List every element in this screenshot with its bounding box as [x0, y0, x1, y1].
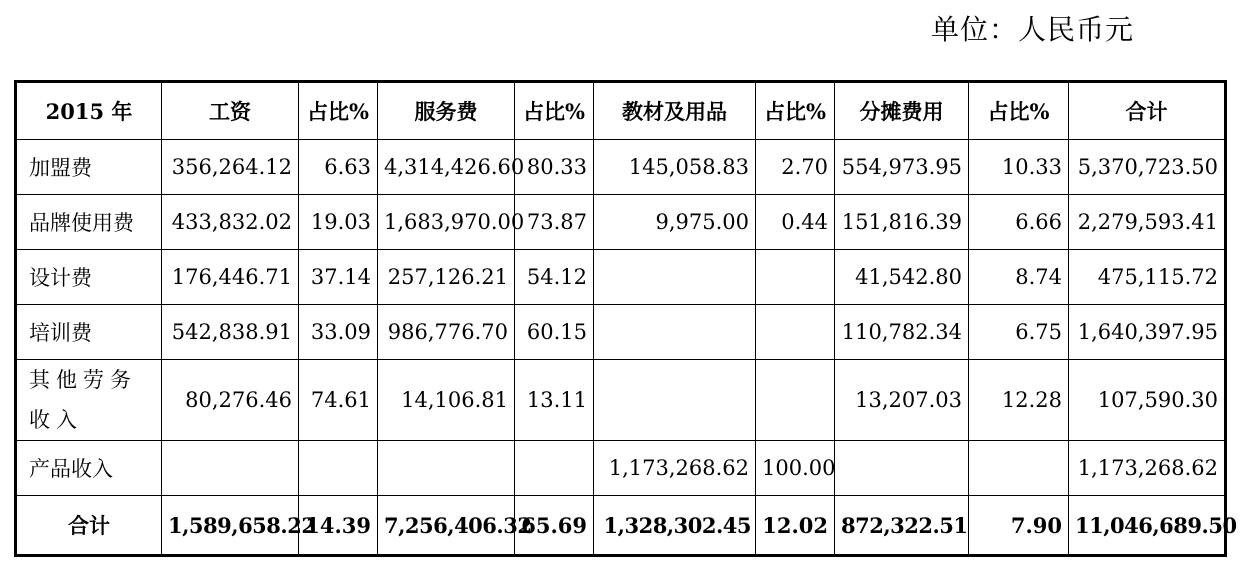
table-cell: 6.75 [969, 305, 1069, 360]
unit-label: 单位：人民币元 [930, 13, 1134, 46]
table-cell: 74.61 [299, 360, 378, 441]
table-cell: 2,279,593.41 [1069, 195, 1226, 250]
table-cell: 1,683,970.00 [378, 195, 515, 250]
table-cell: 433,832.02 [162, 195, 299, 250]
table-cell: 9,975.00 [594, 195, 756, 250]
total-cell: 872,322.51 [835, 496, 969, 556]
table-cell: 37.14 [299, 250, 378, 305]
total-cell: 1,589,658.22 [162, 496, 299, 556]
header-total: 合计 [1069, 82, 1226, 140]
table-cell: 10.33 [969, 140, 1069, 195]
table-cell [299, 441, 378, 496]
table-cell: 80.33 [515, 140, 594, 195]
table-cell: 151,816.39 [835, 195, 969, 250]
header-salary: 工资 [162, 82, 299, 140]
table-cell: 6.66 [969, 195, 1069, 250]
total-cell: 12.02 [756, 496, 835, 556]
header-row [16, 82, 1226, 140]
table-row [16, 360, 1226, 441]
table-cell: 5,370,723.50 [1069, 140, 1226, 195]
table-cell: 13,207.03 [835, 360, 969, 441]
table-cell [594, 360, 756, 441]
table-cell: 554,973.95 [835, 140, 969, 195]
table-cell [835, 441, 969, 496]
table-cell [969, 441, 1069, 496]
table-cell [378, 441, 515, 496]
table-cell: 54.12 [515, 250, 594, 305]
row-label: 其他劳务收入 [16, 360, 162, 441]
header-service-pct: 占比% [515, 82, 594, 140]
table-cell: 13.11 [515, 360, 594, 441]
header-allocated: 分摊费用 [835, 82, 969, 140]
table-cell: 107,590.30 [1069, 360, 1226, 441]
table-cell: 2.70 [756, 140, 835, 195]
total-cell: 7,256,406.32 [378, 496, 515, 556]
table-cell: 1,173,268.62 [594, 441, 756, 496]
table-cell: 475,115.72 [1069, 250, 1226, 305]
table-cell [594, 305, 756, 360]
table-row [16, 305, 1226, 360]
row-label: 培训费 [16, 305, 162, 360]
total-label: 合计 [16, 496, 162, 556]
total-cell: 14.39 [299, 496, 378, 556]
table-cell: 1,640,397.95 [1069, 305, 1226, 360]
header-materials: 教材及用品 [594, 82, 756, 140]
table-cell: 6.63 [299, 140, 378, 195]
table-cell: 986,776.70 [378, 305, 515, 360]
table-row [16, 441, 1226, 496]
row-label: 设计费 [16, 250, 162, 305]
row-label: 品牌使用费 [16, 195, 162, 250]
header-materials-pct: 占比% [756, 82, 835, 140]
total-cell: 11,046,689.50 [1069, 496, 1226, 556]
table-cell: 73.87 [515, 195, 594, 250]
header-year: 2015 年 [16, 82, 162, 140]
table-cell: 110,782.34 [835, 305, 969, 360]
table-cell: 1,173,268.62 [1069, 441, 1226, 496]
table-cell: 80,276.46 [162, 360, 299, 441]
table-row [16, 250, 1226, 305]
row-label: 产品收入 [16, 441, 162, 496]
table-cell: 60.15 [515, 305, 594, 360]
table-cell: 356,264.12 [162, 140, 299, 195]
table-cell: 176,446.71 [162, 250, 299, 305]
table-cell: 12.28 [969, 360, 1069, 441]
table-cell: 8.74 [969, 250, 1069, 305]
table-cell [594, 250, 756, 305]
table-cell [756, 250, 835, 305]
table-cell: 0.44 [756, 195, 835, 250]
table-cell: 33.09 [299, 305, 378, 360]
table-cell: 19.03 [299, 195, 378, 250]
total-cell: 1,328,302.45 [594, 496, 756, 556]
total-row [16, 496, 1226, 556]
table-cell [756, 305, 835, 360]
table-cell: 100.00 [756, 441, 835, 496]
revenue-cost-table [14, 80, 1237, 557]
header-service-fee: 服务费 [378, 82, 515, 140]
table-row [16, 195, 1226, 250]
total-cell: 7.90 [969, 496, 1069, 556]
table-cell: 4,314,426.60 [378, 140, 515, 195]
table-cell [162, 441, 299, 496]
total-cell: 65.69 [515, 496, 594, 556]
header-allocated-pct: 占比% [969, 82, 1069, 140]
table-cell [756, 360, 835, 441]
row-label: 加盟费 [16, 140, 162, 195]
table-cell [515, 441, 594, 496]
table-cell: 257,126.21 [378, 250, 515, 305]
header-salary-pct: 占比% [299, 82, 378, 140]
table-cell: 14,106.81 [378, 360, 515, 441]
table-cell: 542,838.91 [162, 305, 299, 360]
table-cell: 41,542.80 [835, 250, 969, 305]
table-cell: 145,058.83 [594, 140, 756, 195]
table-row [16, 140, 1226, 195]
